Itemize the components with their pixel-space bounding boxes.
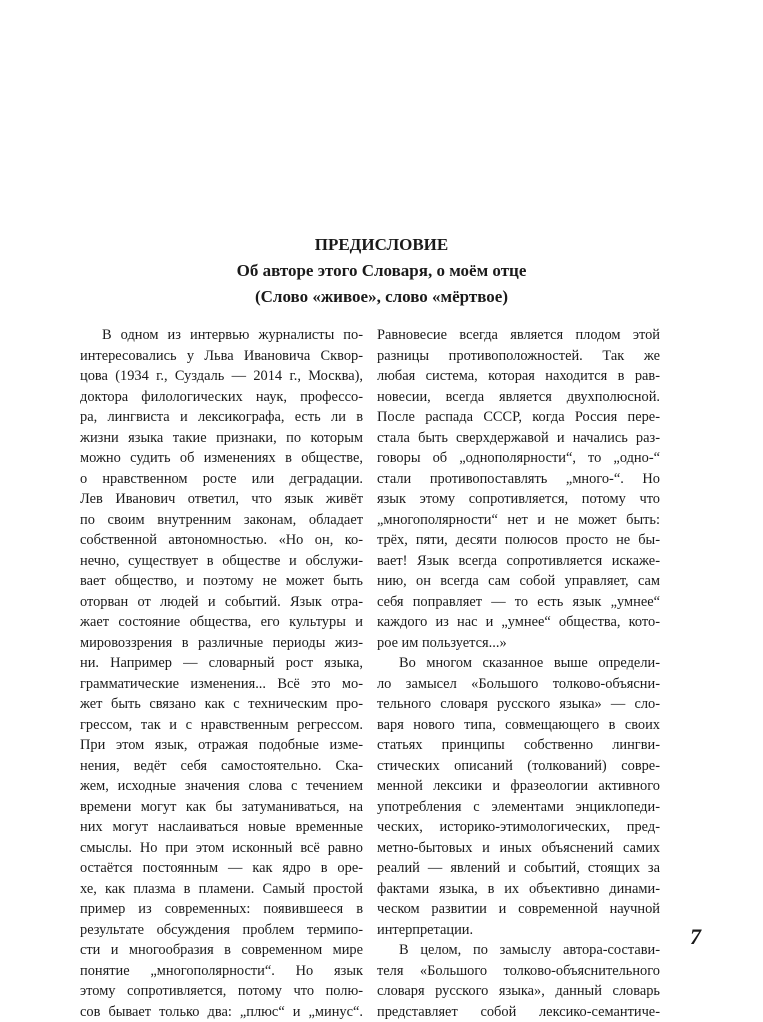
text-line: рое им пользуется...» (377, 633, 660, 654)
text-line: тельного словаря русского языка» — сло- (377, 694, 660, 715)
text-line: ра, лингвиста и лексикографа, есть ли в (80, 407, 363, 428)
text-line: язык этому сопротивляется, потому что (377, 489, 660, 510)
text-line: В целом, по замыслу автора-состави- (377, 940, 660, 961)
text-line: о нравственном росте или деградации. (80, 469, 363, 490)
text-line: понятие „многополярности“. Но язык (80, 961, 363, 982)
text-line: мировоззрения в различные периоды жиз- (80, 633, 363, 654)
chapter-heading (0, 232, 763, 310)
text-line: ло замысел «Большого толково-объясни- (377, 674, 660, 695)
text-line: сти и многообразия в современном мире (80, 940, 363, 961)
text-line: сов бывает только два: „плюс“ и „минус“. (80, 1002, 363, 1022)
text-line: стических описаний (толкований) совре- (377, 756, 660, 777)
text-line: словаря русского языка», данный словарь (377, 981, 660, 1002)
text-line: говоры об „однополярности“, то „одно-“ (377, 448, 660, 469)
text-line: любая система, которая находится в рав- (377, 366, 660, 387)
text-line: грессом, так и с нравственным регрессом. (80, 715, 363, 736)
text-line: остаётся постоянным — как ядро в оре- (80, 858, 363, 879)
text-line: метно-бытовых и иных объяснений самих (377, 838, 660, 859)
text-line: грамматические изменения... Всё это мо- (80, 674, 363, 695)
left-column (80, 325, 363, 1022)
text-line: вает! Язык всегда сопротивляется искаже- (377, 551, 660, 572)
text-line: стала быть сверхдержавой и начались раз- (377, 428, 660, 449)
text-line: нечно, существует в обществе и обслужи- (80, 551, 363, 572)
text-line: пример из современных: появившееся в (80, 899, 363, 920)
text-line: интересовались у Льва Ивановича Сквор- (80, 346, 363, 367)
text-line: Лев Иванович ответил, что язык живёт (80, 489, 363, 510)
text-line: нию, он всегда сам собой управляет, сам (377, 571, 660, 592)
text-line: жает состояние общества, его культуры и (80, 612, 363, 633)
text-line: собственной автономностью. «Но он, ко- (80, 530, 363, 551)
text-line: „многополярности“ нет и не может быть: (377, 510, 660, 531)
text-line: ческом развитии и современной научной (377, 899, 660, 920)
page-number: 7 (690, 924, 701, 950)
text-line: по своим внутренним законам, обладает (80, 510, 363, 531)
text-line: статьях принципы собственно лингви- (377, 735, 660, 756)
text-line: ни. Например — словарный рост языка, (80, 653, 363, 674)
chapter-subtitle-parenthetical: (Слово «живое», слово «мёртвое) (0, 284, 763, 310)
text-line: стали противопоставлять „много-“. Но (377, 469, 660, 490)
text-line: можно судить об изменениях в обществе, (80, 448, 363, 469)
text-line: представляет собой лексико-семантиче- (377, 1002, 660, 1022)
chapter-subtitle: Об авторе этого Словаря, о моём отце (0, 258, 763, 284)
text-line: цова (1934 г., Суздаль — 2014 г., Москва), (80, 366, 363, 387)
text-line: жет быть связано как с техническим про- (80, 694, 363, 715)
text-line: этому сопротивляется, потому что полю- (80, 981, 363, 1002)
text-line: результате обсуждения проблем термипо- (80, 920, 363, 941)
text-line: В одном из интервью журналисты по- (80, 325, 363, 346)
text-line: разницы противоположностей. Так же (377, 346, 660, 367)
text-line: теля «Большого толково-объяснительного (377, 961, 660, 982)
text-line: менной лексики и фразеологии активного (377, 776, 660, 797)
text-line: них могут наслаиваться новые временные (80, 817, 363, 838)
text-line: ческих, историко-этимологических, пред- (377, 817, 660, 838)
text-line: оторван от людей и событий. Язык отра- (80, 592, 363, 613)
text-line: жизни языка такие признаки, по которым (80, 428, 363, 449)
text-line: фактами языка, в их объективно динами- (377, 879, 660, 900)
right-column (377, 325, 660, 1022)
text-line: времени могут как бы затуманиваться, на (80, 797, 363, 818)
text-line: варя нового типа, совмещающего в своих (377, 715, 660, 736)
text-line: доктора филологических наук, профессо- (80, 387, 363, 408)
text-line: каждого из нас и „умнее“ общества, кото- (377, 612, 660, 633)
text-line: Во многом сказанное выше определи- (377, 653, 660, 674)
text-line: Равновесие всегда является плодом этой (377, 325, 660, 346)
text-line: себя поправляет — то есть язык „умнее“ (377, 592, 660, 613)
text-line: трёх, пяти, десяти полюсов просто не бы- (377, 530, 660, 551)
text-line: новесии, всегда является двухполюсной. (377, 387, 660, 408)
text-line: смыслы. Но при этом исконный всё равно (80, 838, 363, 859)
text-line: жем, исходные значения слова с течением (80, 776, 363, 797)
text-line: нения, ведёт себя самостоятельно. Ска- (80, 756, 363, 777)
text-line: вает общество, и поэтому не может быть (80, 571, 363, 592)
text-line: хе, как плазма в пламени. Самый простой (80, 879, 363, 900)
text-line: интерпретации. (377, 920, 660, 941)
text-line: реалий — явлений и событий, стоящих за (377, 858, 660, 879)
text-line: После распада СССР, когда Россия пере- (377, 407, 660, 428)
text-line: употребления с элементами энциклопеди- (377, 797, 660, 818)
chapter-title: ПРЕДИСЛОВИЕ (0, 232, 763, 258)
text-line: При этом язык, отражая подобные изме- (80, 735, 363, 756)
